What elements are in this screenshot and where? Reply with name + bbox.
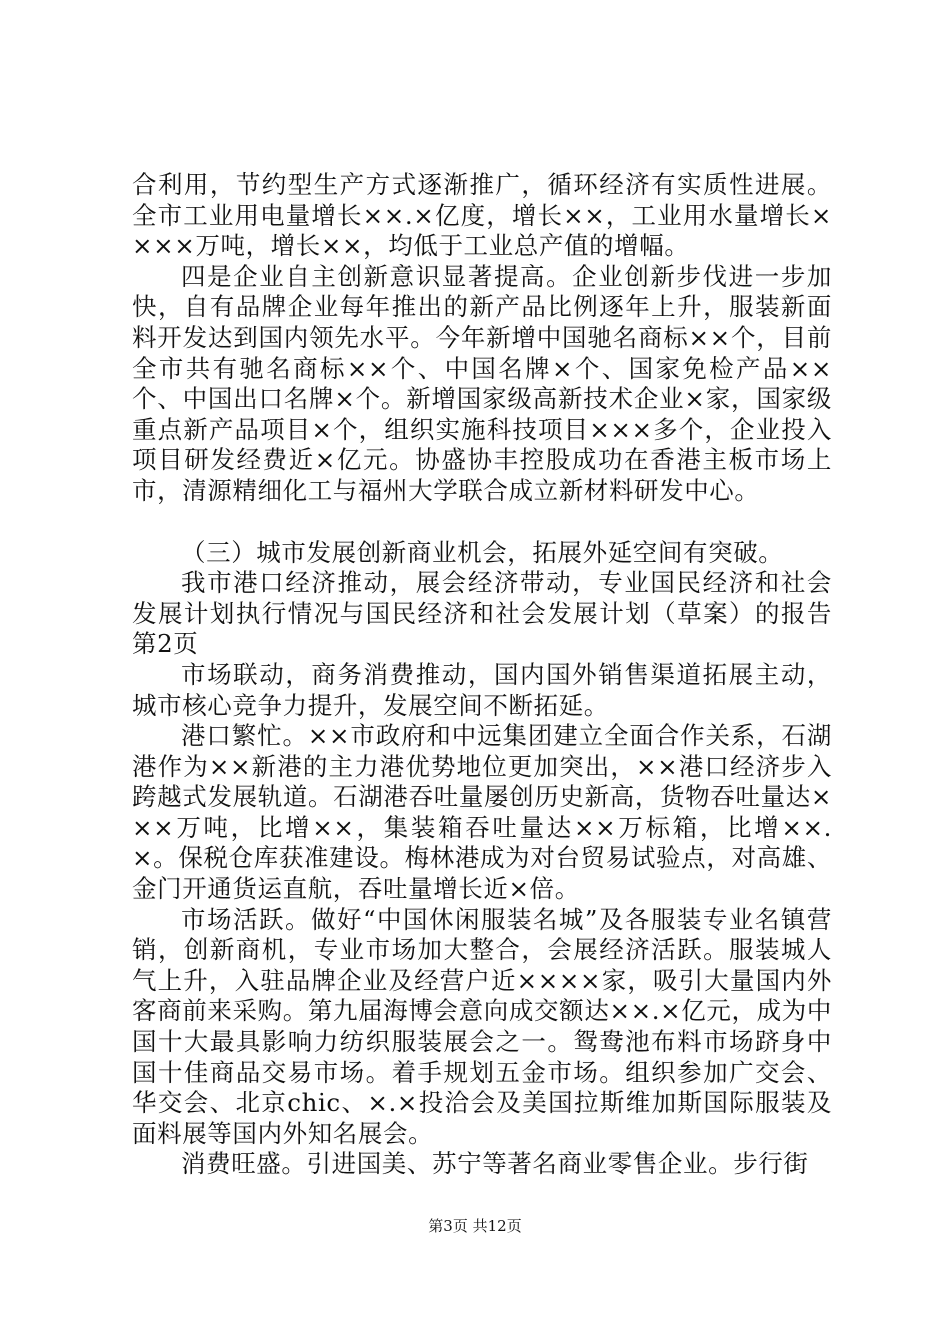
paragraph-market-linkage: 市场联动，商务消费推动，国内国外销售渠道拓展主动，城市核心竞争力提升，发展空间不断拓延。: [132, 659, 832, 720]
paragraph-innovation: 四是企业自主创新意识显著提高。企业创新步伐进一步加快，自有品牌企业每年推出的新产品比例逐年上升，服装新面料开发达到国内领先水平。今年新增中国驰名商标××个，目前全市共有驰名商标××个、中国名牌×个、国家免检产品××个、中国出口名牌×个。新增国家级高新技术企业×家，国家级重点新产品项目×个，组织实施科技项目×××多个，企业投入项目研发经费近×亿元。协盛协丰控股成功在香港主板市场上市，清源精细化工与福州大学联合成立新材料研发中心。: [132, 261, 832, 505]
document-body: [132, 170, 832, 1180]
section-heading: （三）城市发展创新商业机会，拓展外延空间有突破。: [181, 537, 784, 567]
paragraph-market-active: 市场活跃。做好“中国休闲服装名城”及各服装专业名镇营销，创新商机，专业市场加大整合，会展经济活跃。服装城人气上升，入驻品牌企业及经营户近××××家，吸引大量国内外客商前来采购。第九届海博会意向成交额达××.×亿元，成为中国十大最具影响力纺织服装展会之一。鸳鸯池布料市场跻身中国十佳商品交易市场。着手规划五金市场。组织参加广交会、华交会、北京chic、×.×投洽会及美国拉斯维加斯国际服装及面料展等国内外知名展会。: [132, 904, 832, 1148]
paragraph-consumption: 消费旺盛。引进国美、苏宁等著名商业零售企业。步行街: [181, 1149, 809, 1179]
paragraph-continuation: 合利用，节约型生产方式逐渐推广，循环经济有实质性进展。全市工业用电量增长××.×亿度，增长××，工业用水量增长××××万吨，增长××，均低于工业总产值的增幅。: [132, 170, 832, 261]
paragraph-port-busy: 港口繁忙。××市政府和中远集团建立全面合作关系，石湖港作为××新港的主力港优势地位更加突出，××港口经济步入跨越式发展轨道。石湖港吞吐量屡创历史新高，货物吞吐量达×××万吨，比增××，集装箱吞吐量达××万标箱，比增××.×。保税仓库获准建设。梅林港成为对台贸易试验点，对高雄、金门开通货运直航，吞吐量增长近×倍。: [132, 721, 832, 904]
paragraph-port-economy-intro: 我市港口经济推动，展会经济带动，专业国民经济和社会发展计划执行情况与国民经济和社会发展计划（草案）的报告第2页: [132, 568, 832, 659]
page-footer: 第3页 共12页: [428, 1217, 522, 1235]
